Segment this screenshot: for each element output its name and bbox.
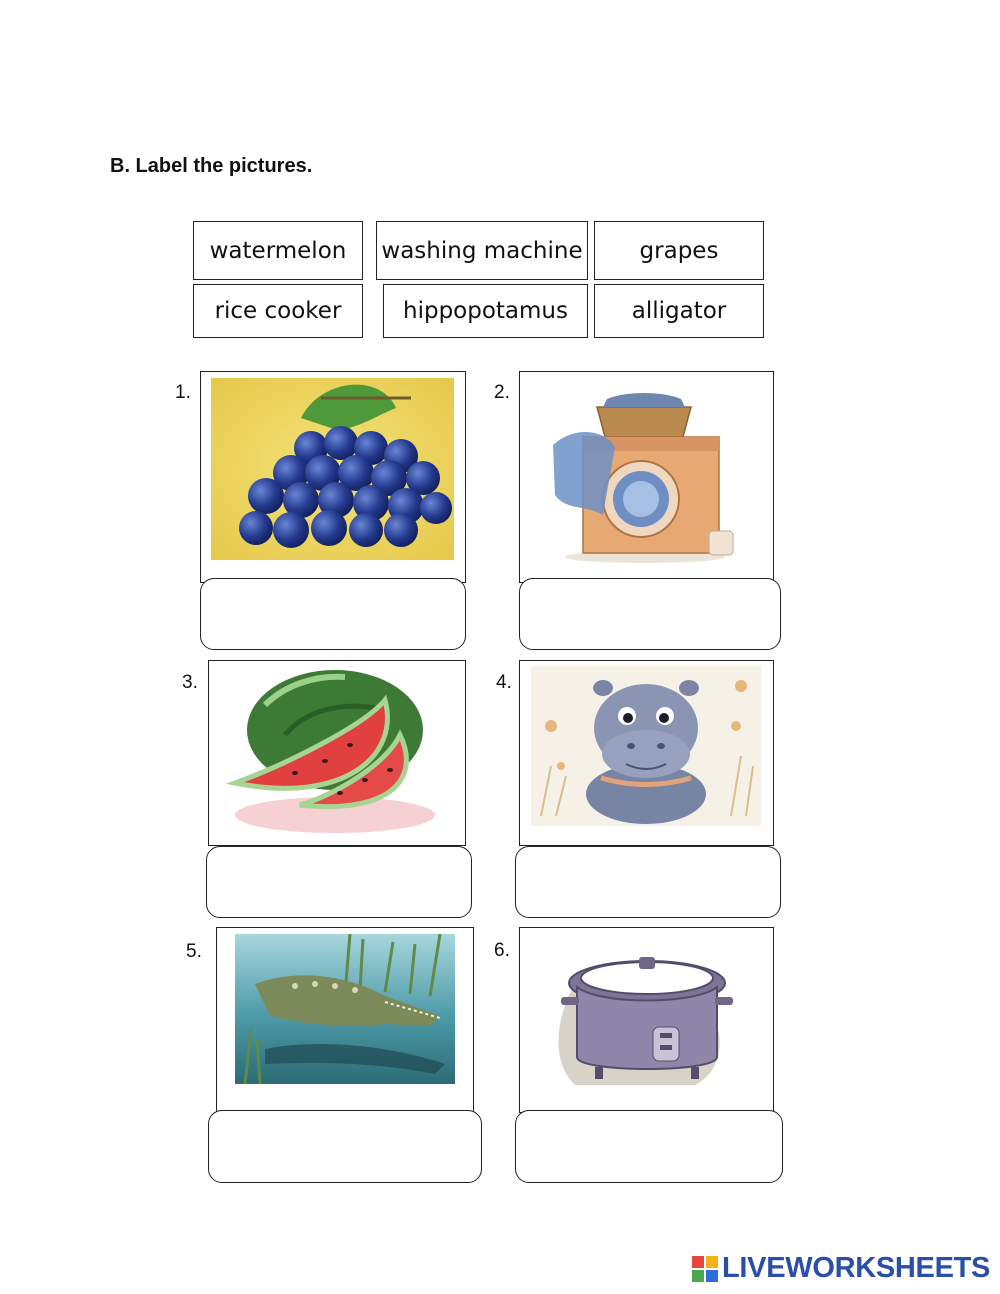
answer-box[interactable] — [206, 846, 472, 918]
item-number: 5. — [186, 941, 202, 962]
item-number: 3. — [182, 672, 198, 693]
answer-box[interactable] — [519, 578, 781, 650]
item-number: 2. — [494, 382, 510, 403]
word-bank-item: grapes — [594, 221, 764, 280]
answer-box[interactable] — [208, 1110, 482, 1183]
hippopotamus-image — [531, 666, 761, 826]
watermelon-image — [225, 665, 440, 841]
rice-cooker-image — [555, 945, 740, 1090]
word-bank-item: rice cooker — [193, 284, 363, 338]
grapes-image — [211, 378, 454, 560]
washing-machine-image — [545, 385, 745, 565]
answer-box[interactable] — [515, 1110, 783, 1183]
item-number: 1. — [175, 382, 191, 403]
logo-mark-icon — [692, 1256, 718, 1282]
word-bank-item: alligator — [594, 284, 764, 338]
item-number: 6. — [494, 940, 510, 961]
liveworksheets-logo — [692, 1252, 990, 1285]
word-bank-item: hippopotamus — [383, 284, 588, 338]
item-number: 4. — [496, 672, 512, 693]
alligator-image — [235, 934, 455, 1084]
logo-text: LIVEWORKSHEETS — [722, 1252, 991, 1284]
answer-box[interactable] — [515, 846, 781, 918]
instruction-heading: B. Label the pictures. — [110, 155, 313, 177]
word-bank-item: washing machine — [376, 221, 588, 280]
word-bank-item: watermelon — [193, 221, 363, 280]
answer-box[interactable] — [200, 578, 466, 650]
